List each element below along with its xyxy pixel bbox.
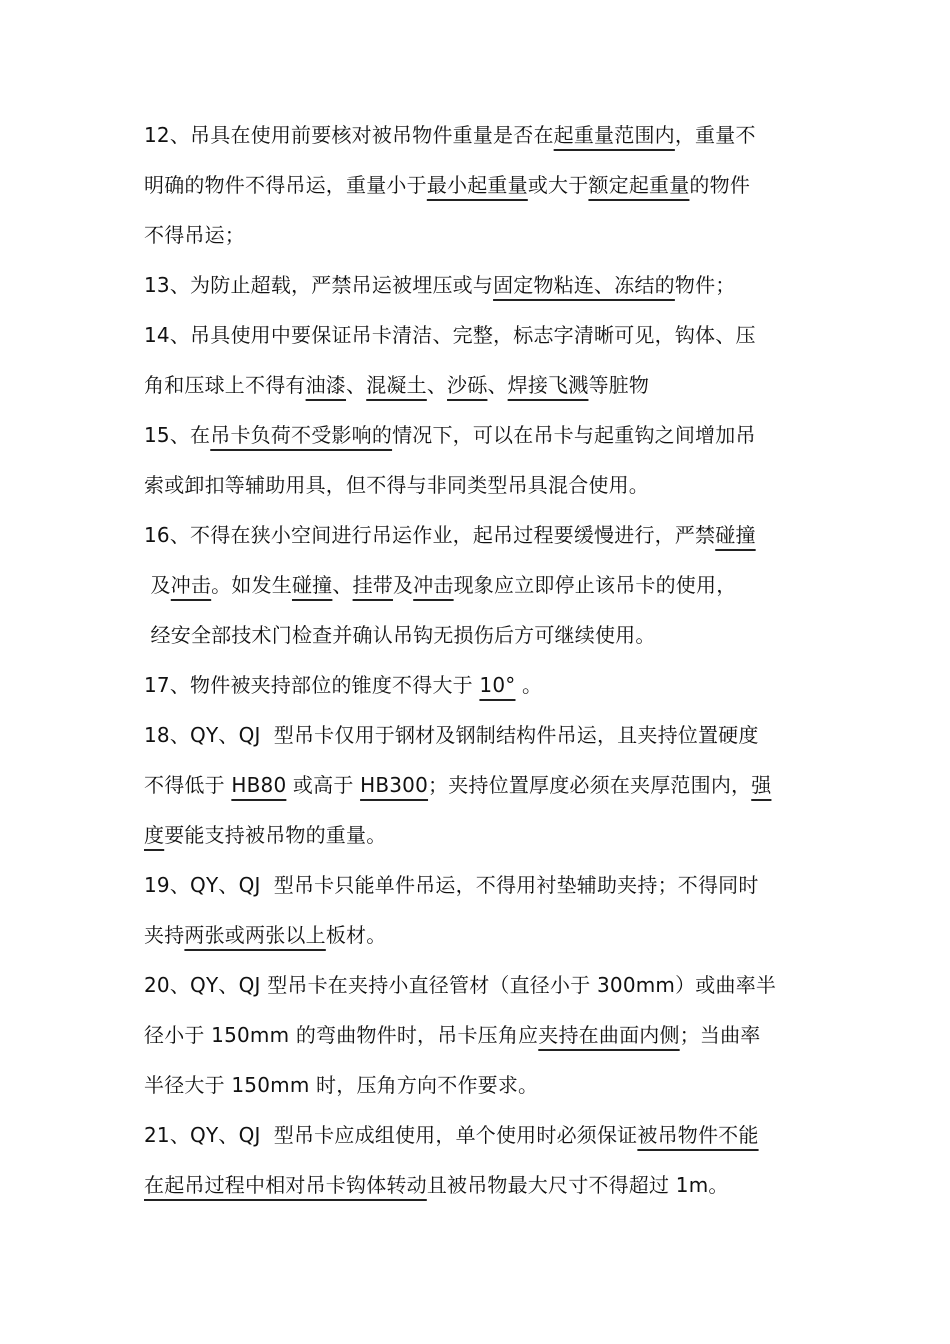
- text-line: [144, 671, 542, 699]
- text-segment: 的物件: [689, 173, 751, 197]
- underlined-keyword: 沙砾: [447, 373, 488, 397]
- text-line: [144, 371, 649, 399]
- text-segment: 19、QY、QJ 型吊卡只能单件吊运，不得用衬垫辅助夹持；不得同时: [144, 873, 759, 897]
- text-segment: 17、物件被夹持部位的锥度不得大于: [144, 673, 480, 697]
- text-line: [144, 871, 759, 899]
- text-segment: 且被吊物最大尺寸不得超过 1m。: [426, 1173, 729, 1197]
- text-segment: 经安全部技术门检查并确认吊钩无损伤后方可继续使用。: [144, 623, 656, 647]
- text-line: [144, 721, 759, 749]
- text-segment: 及: [393, 573, 414, 597]
- text-segment: 情况下，可以在吊卡与起重钩之间增加吊: [392, 423, 756, 447]
- underlined-keyword: 夹持在曲面内侧: [538, 1023, 680, 1047]
- underlined-keyword: 碰撞: [291, 573, 333, 597]
- underlined-keyword: 固定物粘连、冻结的: [493, 273, 675, 297]
- text-segment: 不得低于: [144, 773, 232, 797]
- text-segment: 13、为防止超载，严禁吊运被埋压或与: [144, 273, 494, 297]
- text-segment: 半径大于 150mm 时，压角方向不作要求。: [144, 1073, 539, 1097]
- text-segment: 物件；: [674, 273, 736, 297]
- text-segment: 15、在: [144, 423, 211, 447]
- underlined-keyword: HB300: [360, 773, 429, 797]
- underlined-keyword: 油漆: [305, 373, 347, 397]
- text-segment: 。如发生: [211, 573, 292, 597]
- text-segment: 或高于: [286, 773, 361, 797]
- text-line: [144, 171, 750, 199]
- underlined-keyword: 两张或两张以上: [184, 923, 326, 947]
- text-segment: 明确的物件不得吊运，重量小于: [144, 173, 427, 197]
- text-line: [144, 421, 756, 449]
- text-segment: 径小于 150mm 的弯曲物件时，吊卡压角应: [144, 1023, 539, 1047]
- underlined-keyword: 10°: [479, 673, 516, 697]
- underlined-keyword: 碰撞: [715, 523, 756, 547]
- text-segment: 等脏物: [588, 373, 650, 397]
- underlined-keyword: 强: [751, 773, 772, 797]
- underlined-keyword: 焊接飞溅: [507, 373, 589, 397]
- text-line: [144, 521, 756, 549]
- underlined-keyword: 起重量范围内: [553, 123, 675, 147]
- text-line: [144, 1021, 760, 1049]
- text-line: [144, 621, 656, 649]
- text-segment: 不得吊运；: [144, 223, 245, 247]
- underlined-keyword: 度: [144, 823, 165, 847]
- text-segment: 、: [426, 373, 448, 397]
- underlined-keyword: 冲击: [413, 573, 454, 597]
- text-segment: 夹持: [144, 923, 185, 947]
- text-segment: 、: [332, 573, 353, 597]
- text-segment: ，重量不: [674, 123, 756, 147]
- text-segment: 现象应立即停止该吊卡的使用，: [453, 573, 737, 597]
- text-segment: ；当曲率: [679, 1023, 761, 1047]
- text-line: [144, 321, 756, 349]
- text-segment: 12、吊具在使用前要核对被吊物件重量是否在: [144, 123, 554, 147]
- text-line: [144, 471, 649, 499]
- text-segment: 14、吊具使用中要保证吊卡清洁、完整，标志字清晰可见，钩体、压: [144, 323, 756, 347]
- text-line: [144, 1171, 729, 1199]
- underlined-keyword: 吊卡负荷不受影响的: [210, 423, 393, 447]
- text-segment: 要能支持被吊物的重量。: [164, 823, 387, 847]
- text-segment: 。: [515, 673, 543, 697]
- text-segment: 、: [487, 373, 508, 397]
- underlined-keyword: 最小起重量: [426, 173, 528, 197]
- text-line: [144, 971, 776, 999]
- text-line: [144, 1071, 538, 1099]
- text-segment: 角和压球上不得有: [144, 373, 306, 397]
- text-segment: 18、QY、QJ 型吊卡仅用于钢材及钢制结构件吊运，且夹持位置硬度: [144, 723, 759, 747]
- text-line: [144, 121, 756, 149]
- text-segment: 、: [346, 373, 367, 397]
- text-segment: 索或卸扣等辅助用具，但不得与非同类型吊具混合使用。: [144, 473, 649, 497]
- text-line: [144, 271, 735, 299]
- text-segment: 21、QY、QJ 型吊卡应成组使用，单个使用时必须保证: [144, 1123, 638, 1147]
- text-line: [144, 771, 771, 799]
- underlined-keyword: 挂带: [352, 573, 393, 597]
- text-line: [144, 1121, 759, 1149]
- underlined-keyword: 混凝土: [366, 373, 427, 397]
- text-line: [144, 221, 245, 249]
- text-segment: 或大于: [527, 173, 589, 197]
- underlined-keyword: 被吊物件不能: [637, 1123, 759, 1147]
- underlined-keyword: 在起吊过程中相对吊卡钩体转动: [144, 1173, 427, 1197]
- text-segment: 及: [144, 573, 171, 597]
- underlined-keyword: HB80: [231, 773, 287, 797]
- text-line: [144, 821, 386, 849]
- text-segment: ；夹持位置厚度必须在夹厚范围内，: [428, 773, 752, 797]
- text-segment: 20、QY、QJ 型吊卡在夹持小直径管材（直径小于 300mm）或曲率半: [144, 973, 777, 997]
- text-line: [144, 571, 736, 599]
- text-segment: 板材。: [325, 923, 387, 947]
- underlined-keyword: 额定起重量: [588, 173, 690, 197]
- text-segment: 16、不得在狭小空间进行吊运作业，起吊过程要缓慢进行，严禁: [144, 523, 716, 547]
- text-line: [144, 921, 386, 949]
- underlined-keyword: 冲击: [170, 573, 212, 597]
